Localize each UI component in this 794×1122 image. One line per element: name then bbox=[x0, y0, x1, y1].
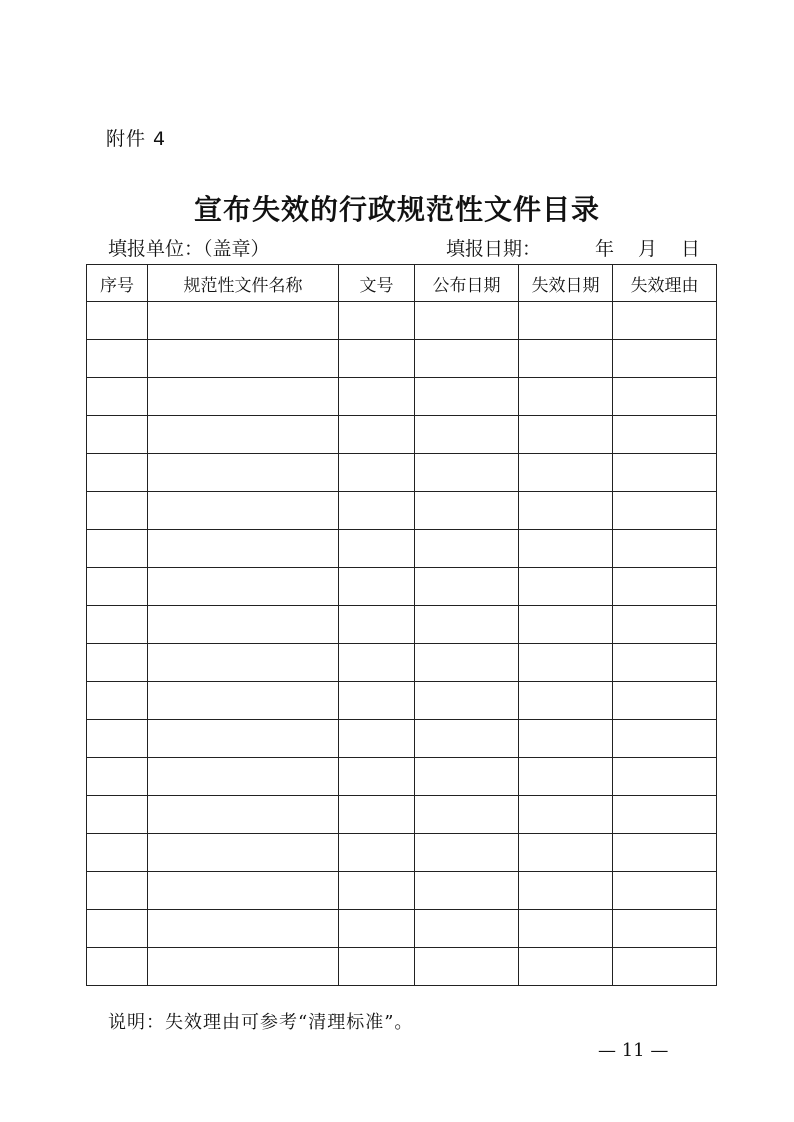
table-body bbox=[87, 302, 717, 986]
table-cell[interactable] bbox=[339, 872, 415, 910]
table-header-row bbox=[87, 265, 717, 302]
table-cell[interactable] bbox=[339, 302, 415, 340]
column-header-publish-date: 公布日期 bbox=[415, 265, 519, 302]
table-cell[interactable] bbox=[339, 378, 415, 416]
table-cell[interactable] bbox=[415, 378, 519, 416]
table-cell[interactable] bbox=[613, 454, 717, 492]
table-cell[interactable] bbox=[148, 910, 339, 948]
table-cell[interactable] bbox=[519, 758, 613, 796]
table-row bbox=[87, 568, 717, 606]
table-cell[interactable] bbox=[148, 416, 339, 454]
table-cell[interactable] bbox=[87, 492, 148, 530]
column-header-document-name: 规范性文件名称 bbox=[148, 265, 339, 302]
table-cell[interactable] bbox=[613, 416, 717, 454]
table-row bbox=[87, 378, 717, 416]
table-cell[interactable] bbox=[148, 606, 339, 644]
table-cell[interactable] bbox=[519, 948, 613, 986]
table-cell[interactable] bbox=[87, 910, 148, 948]
table-cell[interactable] bbox=[148, 378, 339, 416]
table-cell[interactable] bbox=[148, 834, 339, 872]
table-cell[interactable] bbox=[519, 492, 613, 530]
fill-date-day: 日 bbox=[681, 238, 701, 260]
table-cell[interactable] bbox=[519, 834, 613, 872]
table-cell[interactable] bbox=[339, 568, 415, 606]
table-cell[interactable] bbox=[148, 454, 339, 492]
table-cell[interactable] bbox=[415, 492, 519, 530]
table-row bbox=[87, 758, 717, 796]
table-cell[interactable] bbox=[613, 378, 717, 416]
table-cell[interactable] bbox=[519, 910, 613, 948]
table-cell[interactable] bbox=[148, 568, 339, 606]
table-cell[interactable] bbox=[415, 872, 519, 910]
table-cell[interactable] bbox=[613, 758, 717, 796]
table-cell[interactable] bbox=[339, 834, 415, 872]
table-cell[interactable] bbox=[519, 720, 613, 758]
table-cell[interactable] bbox=[415, 644, 519, 682]
table-cell[interactable] bbox=[87, 720, 148, 758]
table-row bbox=[87, 644, 717, 682]
table-cell[interactable] bbox=[339, 606, 415, 644]
table-cell[interactable] bbox=[415, 948, 519, 986]
column-header-invalid-reason: 失效理由 bbox=[613, 265, 717, 302]
table-cell[interactable] bbox=[415, 530, 519, 568]
table-cell[interactable] bbox=[613, 606, 717, 644]
table-cell[interactable] bbox=[339, 492, 415, 530]
table-cell[interactable] bbox=[148, 340, 339, 378]
table-cell[interactable] bbox=[339, 720, 415, 758]
table-cell[interactable] bbox=[613, 910, 717, 948]
table-cell[interactable] bbox=[613, 834, 717, 872]
table-cell[interactable] bbox=[519, 872, 613, 910]
table-cell[interactable] bbox=[339, 340, 415, 378]
table-cell[interactable] bbox=[339, 910, 415, 948]
table-cell[interactable] bbox=[613, 530, 717, 568]
table-row bbox=[87, 948, 717, 986]
column-header-serial: 序号 bbox=[87, 265, 148, 302]
table-cell[interactable] bbox=[339, 796, 415, 834]
table-row bbox=[87, 910, 717, 948]
table-cell[interactable] bbox=[415, 682, 519, 720]
table-row bbox=[87, 682, 717, 720]
table-cell[interactable] bbox=[613, 682, 717, 720]
table-cell[interactable] bbox=[613, 492, 717, 530]
fill-unit-label: 填报单位：（盖章） bbox=[108, 238, 270, 260]
table-cell[interactable] bbox=[87, 302, 148, 340]
table-cell[interactable] bbox=[415, 454, 519, 492]
table-row bbox=[87, 492, 717, 530]
table-cell[interactable] bbox=[613, 796, 717, 834]
table-cell[interactable] bbox=[519, 378, 613, 416]
table-cell[interactable] bbox=[87, 454, 148, 492]
table-row bbox=[87, 796, 717, 834]
table-cell[interactable] bbox=[148, 872, 339, 910]
table-cell[interactable] bbox=[613, 948, 717, 986]
table-row bbox=[87, 454, 717, 492]
table-cell[interactable] bbox=[87, 606, 148, 644]
fill-date-label: 填报日期： bbox=[446, 238, 542, 260]
table-cell[interactable] bbox=[339, 758, 415, 796]
table-cell[interactable] bbox=[87, 340, 148, 378]
table-row bbox=[87, 606, 717, 644]
fill-date-month: 月 bbox=[638, 238, 658, 260]
table-cell[interactable] bbox=[613, 644, 717, 682]
table-cell[interactable] bbox=[415, 416, 519, 454]
table-cell[interactable] bbox=[87, 758, 148, 796]
table-cell[interactable] bbox=[519, 796, 613, 834]
table-cell[interactable] bbox=[519, 606, 613, 644]
note-text: 说明：失效理由可参考“清理标准”。 bbox=[108, 1012, 414, 1033]
page-number: — 11 — bbox=[598, 1040, 669, 1061]
table-cell[interactable] bbox=[339, 530, 415, 568]
table-cell[interactable] bbox=[87, 682, 148, 720]
table-cell[interactable] bbox=[87, 948, 148, 986]
table-row bbox=[87, 416, 717, 454]
table-cell[interactable] bbox=[87, 834, 148, 872]
table-cell[interactable] bbox=[613, 340, 717, 378]
table-cell[interactable] bbox=[339, 682, 415, 720]
table-row bbox=[87, 302, 717, 340]
table-cell[interactable] bbox=[415, 796, 519, 834]
table-row bbox=[87, 834, 717, 872]
table-cell[interactable] bbox=[519, 340, 613, 378]
table-row bbox=[87, 720, 717, 758]
table-cell[interactable] bbox=[613, 872, 717, 910]
table-cell[interactable] bbox=[613, 568, 717, 606]
table-cell[interactable] bbox=[613, 720, 717, 758]
table-cell[interactable] bbox=[148, 682, 339, 720]
table-cell[interactable] bbox=[519, 302, 613, 340]
table-cell[interactable] bbox=[519, 568, 613, 606]
table-cell[interactable] bbox=[148, 758, 339, 796]
table-cell[interactable] bbox=[87, 644, 148, 682]
fill-date-line bbox=[446, 234, 700, 261]
table-cell[interactable] bbox=[87, 796, 148, 834]
table-cell[interactable] bbox=[415, 340, 519, 378]
catalog-table bbox=[86, 264, 717, 986]
table-row bbox=[87, 530, 717, 568]
table-cell[interactable] bbox=[339, 454, 415, 492]
table-cell[interactable] bbox=[415, 606, 519, 644]
table-cell[interactable] bbox=[415, 302, 519, 340]
table-cell[interactable] bbox=[415, 758, 519, 796]
table-cell[interactable] bbox=[148, 644, 339, 682]
table-cell[interactable] bbox=[148, 796, 339, 834]
table-cell[interactable] bbox=[519, 454, 613, 492]
table-cell[interactable] bbox=[87, 568, 148, 606]
fill-date-year: 年 bbox=[595, 238, 615, 260]
table-cell[interactable] bbox=[519, 416, 613, 454]
table-cell[interactable] bbox=[87, 872, 148, 910]
table-cell[interactable] bbox=[339, 416, 415, 454]
table-cell[interactable] bbox=[339, 644, 415, 682]
table-cell[interactable] bbox=[87, 530, 148, 568]
column-header-invalid-date: 失效日期 bbox=[519, 265, 613, 302]
table-cell[interactable] bbox=[519, 644, 613, 682]
table-cell[interactable] bbox=[519, 682, 613, 720]
column-header-document-number: 文号 bbox=[339, 265, 415, 302]
document-title: 宣布失效的行政规范性文件目录 bbox=[193, 193, 600, 226]
table-cell[interactable] bbox=[519, 530, 613, 568]
table-cell[interactable] bbox=[148, 948, 339, 986]
table-cell[interactable] bbox=[148, 492, 339, 530]
table-cell[interactable] bbox=[148, 720, 339, 758]
table-cell[interactable] bbox=[415, 910, 519, 948]
table-row bbox=[87, 872, 717, 910]
table-row bbox=[87, 340, 717, 378]
table-cell[interactable] bbox=[415, 568, 519, 606]
table-cell[interactable] bbox=[339, 948, 415, 986]
table-cell[interactable] bbox=[87, 416, 148, 454]
table-cell[interactable] bbox=[415, 720, 519, 758]
table-cell[interactable] bbox=[415, 834, 519, 872]
attachment-label: 附件 4 bbox=[106, 128, 167, 150]
table-cell[interactable] bbox=[87, 378, 148, 416]
table-cell[interactable] bbox=[148, 302, 339, 340]
table-cell[interactable] bbox=[148, 530, 339, 568]
table-cell[interactable] bbox=[613, 302, 717, 340]
